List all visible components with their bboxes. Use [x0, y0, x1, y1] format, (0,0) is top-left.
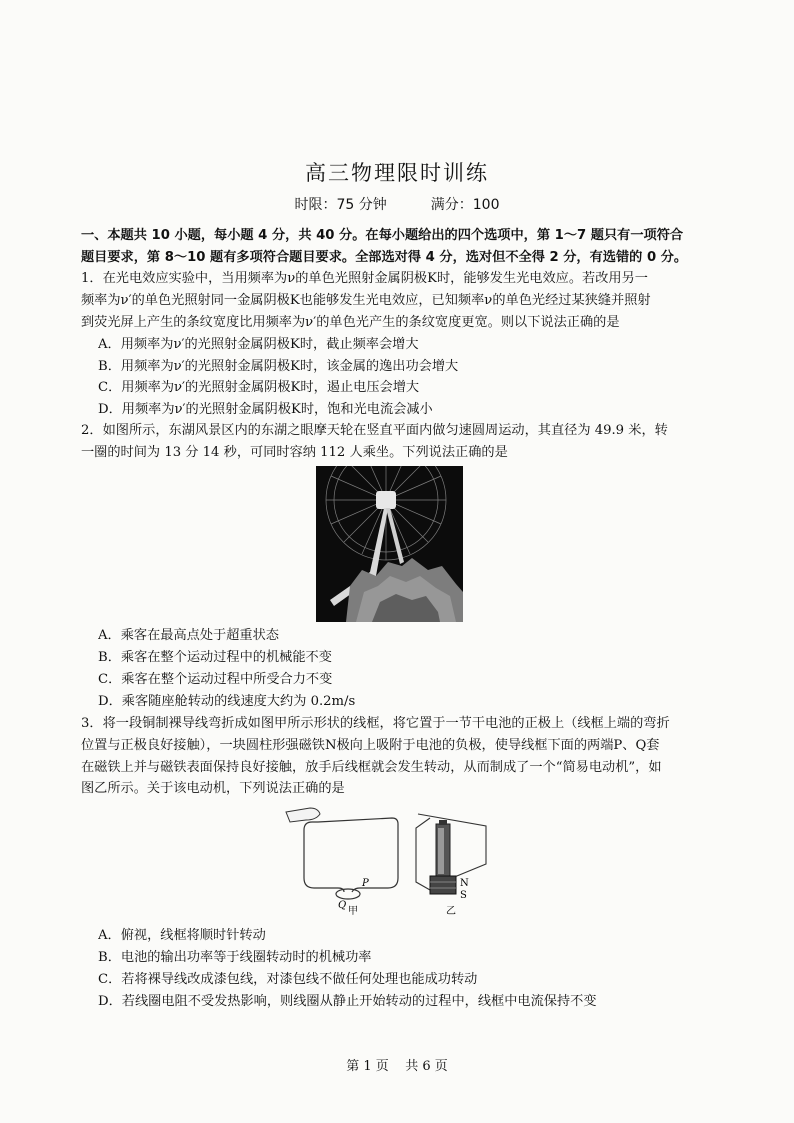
- figure-jia-wire-frame: [304, 818, 398, 899]
- q1-stem-line-3: 到荧光屏上产生的条纹宽度比用频率为ν′的单色光产生的条纹宽度更宽。则以下说法正确的是: [81, 315, 620, 330]
- q2-stem-line-2: 一圈的时间为 13 分 14 秒，可同时容纳 112 人乘坐。下列说法正确的是: [81, 445, 508, 460]
- page-number: 第 1 页: [346, 1059, 389, 1074]
- label-n: N: [460, 878, 469, 889]
- q2-option-d: D．乘客随座舱转动的线速度大约为 0.2m/s: [98, 694, 356, 709]
- full-score: 满分：100: [430, 197, 500, 213]
- motor-figure: [280, 804, 516, 924]
- q1-option-c: C．用频率为ν′的光照射金属阴极K时，遏止电压会增大: [98, 380, 420, 395]
- q3-option-d: D．若线圈电阻不受发热影响，则线圈从静止开始转动的过程中，线框中电流保持不变: [98, 994, 597, 1009]
- q2-option-c: C．乘客在整个运动过程中所受合力不变: [98, 672, 333, 687]
- magnet-icon: [430, 876, 456, 894]
- q1-option-b: B．用频率为ν′的光照射金属阴极K时，该金属的逸出功会增大: [98, 359, 459, 374]
- label-s: S: [460, 890, 467, 901]
- q2-stem-line-1: 2．如图所示，东湖风景区内的东湖之眼摩天轮在竖直平面内做匀速圆周运动，其直径为 49.9 米，转: [81, 423, 668, 438]
- q2-option-b: B．乘客在整个运动过程中的机械能不变: [98, 650, 332, 665]
- q3-stem-line-1: 3．将一段铜制裸导线弯折成如图甲所示形状的线框，将它置于一节干电池的正极上（线框上端的弯折: [81, 716, 670, 731]
- label-yi: 乙: [446, 906, 456, 917]
- q3-stem-line-4: 图乙所示。关于该电动机，下列说法正确的是: [81, 781, 345, 796]
- q2-option-a: A．乘客在最高点处于超重状态: [98, 628, 279, 643]
- q3-option-a: A．俯视，线框将顺时针转动: [98, 928, 266, 943]
- q3-stem-line-2: 位置与正极良好接触），一块圆柱形强磁铁N极向上吸附于电池的负极，使导线框下面的两端P、Q套: [81, 738, 660, 753]
- q1-stem-line-1: 1．在光电效应实验中，当用频率为ν的单色光照射金属阴极K时，能够发生光电效应。若改用另一: [81, 271, 648, 286]
- page-total: 共 6 页: [405, 1059, 448, 1074]
- label-p: P: [362, 878, 369, 889]
- page-footer: [0, 1055, 794, 1074]
- exam-info: [0, 194, 794, 214]
- q3-option-b: B．电池的输出功率等于线圈转动时的机械功率: [98, 950, 372, 965]
- label-q: Q: [338, 900, 347, 911]
- label-jia: 甲: [348, 906, 358, 917]
- page-title: 高三物理限时训练: [305, 161, 489, 185]
- section-instructions-line-1: 一、本题共 10 小题，每小题 4 分，共 40 分。在每小题给出的四个选项中，第 1～7 题只有一项符合: [81, 228, 684, 243]
- ferris-wheel-photo: [316, 466, 463, 622]
- section-instructions-line-2: 题目要求，第 8～10 题有多项符合题目要求。全部选对得 4 分，选对但不全得 2 分，有选错的 0 分。: [81, 250, 688, 265]
- q1-stem-line-2: 频率为ν′的单色光照射同一金属阴极K也能够发生光电效应，已知频率ν的单色光经过某狭缝并照射: [81, 293, 651, 308]
- q1-option-d: D．用频率为ν′的光照射金属阴极K时，饱和光电流会减小: [98, 402, 433, 417]
- q3-option-c: C．若将裸导线改成漆包线，对漆包线不做任何处理也能成功转动: [98, 972, 478, 987]
- q1-option-a: A．用频率为ν′的光照射金属阴极K时，截止频率会增大: [98, 337, 419, 352]
- time-limit: 时限：75 分钟: [294, 197, 387, 213]
- figure-yi-motor: [416, 814, 486, 894]
- q3-stem-line-3: 在磁铁上并与磁铁表面保持良好接触，放手后线框就会发生转动，从而制成了一个“简易电动机”，如: [81, 760, 662, 775]
- hand-icon: [286, 808, 320, 822]
